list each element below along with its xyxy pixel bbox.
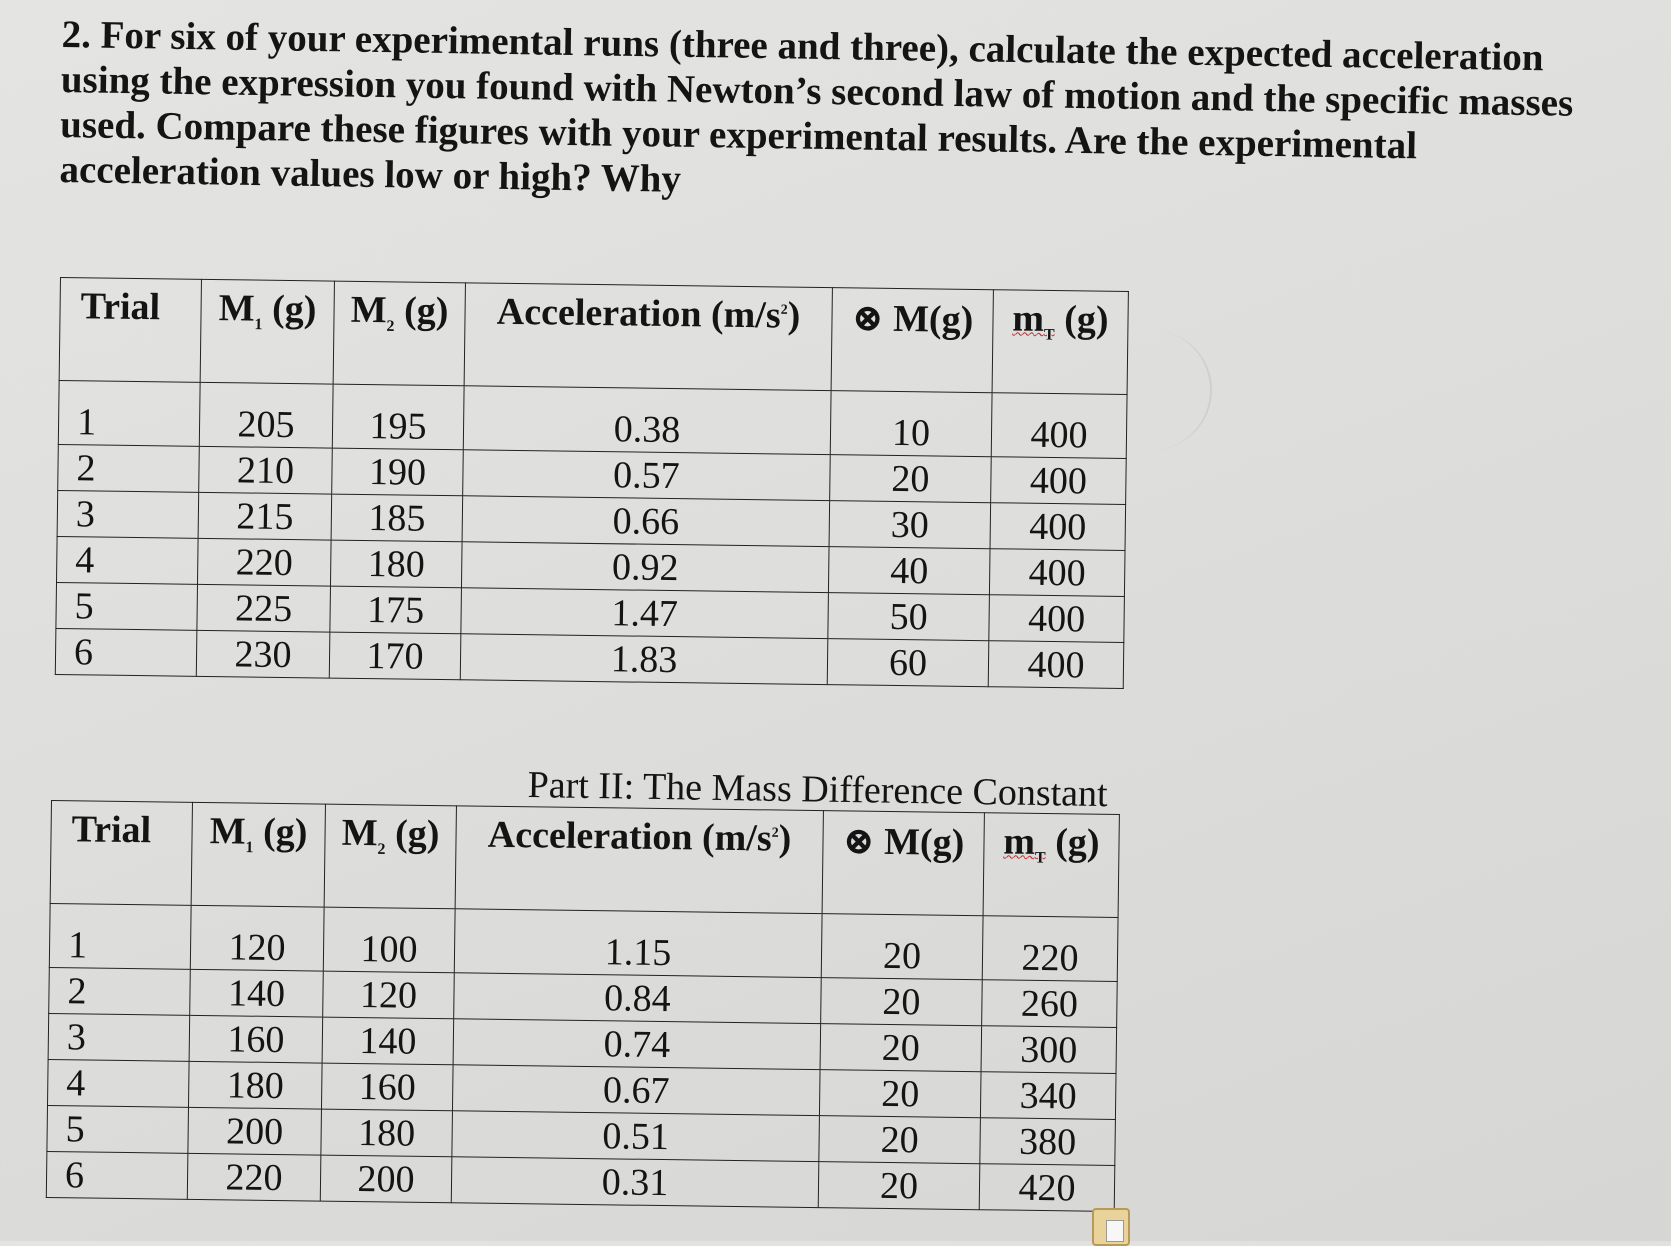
header-m1-label: M (209, 810, 246, 853)
cell-mt: 400 (988, 641, 1124, 689)
header-mt-symbol (1003, 820, 1046, 867)
cell-trial: 2 (58, 444, 200, 492)
cell-mt: 400 (991, 457, 1127, 505)
header-mt (992, 290, 1128, 395)
header-mt-label: m (1003, 820, 1036, 863)
cell-m2: 140 (322, 1017, 454, 1065)
table-header-row (50, 801, 1119, 918)
header-trial-label: Trial (71, 808, 152, 852)
header-m2-sub: 2 (386, 317, 395, 335)
cell-m1: 200 (188, 1107, 322, 1155)
header-trial (59, 278, 201, 383)
cell-trial: 1 (58, 380, 200, 446)
table-part2-wrapper (46, 800, 1120, 1212)
header-accel-sup: 2 (780, 302, 788, 318)
cell-acceleration: 1.15 (454, 909, 822, 978)
cell-trial: 6 (46, 1151, 188, 1199)
cell-delta-m: 20 (821, 978, 983, 1026)
cell-acceleration: 1.47 (461, 588, 829, 639)
header-mt-symbol (1012, 297, 1055, 344)
cell-delta-m: 50 (828, 593, 990, 641)
cell-trial: 5 (56, 582, 198, 630)
cell-m2: 175 (330, 586, 462, 634)
cell-acceleration: 0.84 (454, 973, 822, 1024)
cell-m1: 210 (199, 446, 333, 494)
cell-m1: 220 (187, 1153, 321, 1201)
header-delta-m (822, 811, 984, 916)
header-mt-label: m (1012, 297, 1045, 340)
cell-m2: 200 (320, 1155, 452, 1203)
header-m1 (191, 802, 325, 907)
cell-trial: 4 (48, 1059, 190, 1107)
header-dm-label: ⊗ M(g) (842, 820, 965, 864)
cell-m1: 205 (199, 382, 333, 448)
header-m2-unit: (g) (394, 812, 440, 856)
cell-mt: 400 (990, 503, 1126, 551)
header-dm-label: ⊗ M(g) (851, 297, 974, 341)
cell-delta-m: 20 (818, 1162, 980, 1210)
cell-mt: 260 (982, 980, 1118, 1028)
header-acceleration (455, 806, 823, 914)
cell-delta-m: 20 (820, 1024, 982, 1072)
cell-m2: 120 (323, 971, 455, 1019)
cell-mt: 400 (989, 595, 1125, 643)
cell-m2: 180 (330, 540, 462, 588)
cell-trial: 1 (49, 903, 191, 969)
part2-title: Part II: The Mass Difference Constant (527, 763, 1108, 816)
header-mt-sub: T (1034, 849, 1046, 867)
cell-acceleration: 0.51 (452, 1111, 820, 1162)
header-accel-label: Acceleration (m/s (487, 813, 772, 860)
cell-acceleration: 1.83 (460, 634, 828, 685)
cell-mt: 300 (981, 1026, 1117, 1074)
header-m1-label: M (218, 287, 255, 330)
header-mt (983, 813, 1119, 918)
cell-m1: 160 (189, 1015, 323, 1063)
table-header-row (59, 278, 1128, 395)
cell-m1: 230 (196, 630, 330, 678)
header-accel-close: ) (787, 294, 801, 337)
header-delta-m (831, 288, 993, 393)
cell-m2: 160 (321, 1063, 453, 1111)
header-m2 (324, 804, 456, 909)
cell-delta-m: 60 (827, 639, 989, 687)
cell-delta-m: 20 (819, 1070, 981, 1118)
cell-mt: 400 (991, 393, 1127, 459)
header-accel-sup: 2 (771, 825, 779, 841)
cell-m2: 100 (323, 907, 455, 973)
header-accel-close: ) (778, 817, 792, 860)
cell-acceleration: 0.92 (461, 542, 829, 593)
cell-m2: 170 (329, 632, 461, 680)
cell-trial: 5 (47, 1105, 189, 1153)
cell-acceleration: 0.57 (463, 450, 831, 501)
header-trial (50, 801, 192, 906)
header-accel-label: Acceleration (m/s (496, 290, 781, 337)
paper-glare (1150, 330, 1212, 450)
cell-m1: 225 (197, 584, 331, 632)
cell-delta-m: 20 (821, 914, 983, 980)
cell-acceleration: 0.66 (462, 496, 830, 547)
cell-m2: 195 (332, 384, 464, 450)
cell-m1: 220 (197, 538, 331, 586)
header-m2-sub: 2 (377, 840, 386, 858)
cell-acceleration: 0.74 (453, 1019, 821, 1070)
clipboard-icon[interactable] (1092, 1208, 1130, 1246)
cell-mt: 420 (979, 1164, 1115, 1212)
header-acceleration (464, 283, 832, 391)
cell-mt: 220 (982, 916, 1118, 982)
cell-delta-m: 20 (830, 455, 992, 503)
header-m1-sub: 1 (245, 839, 254, 857)
cell-m1: 215 (198, 492, 332, 540)
header-m1-sub: 1 (254, 316, 263, 334)
cell-trial: 3 (48, 1013, 190, 1061)
cell-delta-m: 20 (819, 1116, 981, 1164)
header-mt-unit: (g) (1055, 821, 1100, 864)
cell-trial: 2 (49, 967, 191, 1015)
cell-acceleration: 0.67 (452, 1065, 820, 1116)
cell-trial: 6 (55, 628, 197, 676)
table-part2 (46, 800, 1120, 1212)
cell-mt: 380 (980, 1118, 1116, 1166)
cell-m1: 180 (188, 1061, 322, 1109)
header-trial-label: Trial (80, 285, 161, 329)
cell-delta-m: 40 (828, 547, 990, 595)
cell-mt: 400 (989, 549, 1125, 597)
header-m2-label: M (350, 288, 387, 332)
cell-acceleration: 0.38 (463, 386, 831, 455)
table-part1-wrapper (55, 277, 1129, 689)
question-text: 2. For six of your experimental runs (three and three), calculate the expected acceleration using the expression you found with Newton’s second law of motion and the specific masses used. Compare these figures with your experimental results. Are the experimental acceleration values low or high? Why (59, 12, 1574, 201)
cell-trial: 4 (57, 536, 199, 584)
cell-trial: 3 (57, 490, 199, 538)
cell-m1: 140 (190, 969, 324, 1017)
header-m2-label: M (341, 811, 378, 855)
header-m1-unit: (g) (262, 810, 308, 854)
cell-m2: 190 (332, 448, 464, 496)
cell-acceleration: 0.31 (451, 1157, 819, 1208)
header-m2 (333, 281, 465, 386)
table-part1 (55, 277, 1129, 689)
cell-mt: 340 (980, 1072, 1116, 1120)
cell-delta-m: 30 (829, 501, 991, 549)
cell-m1: 120 (190, 905, 324, 971)
header-m1-unit: (g) (271, 287, 317, 331)
header-m1 (200, 279, 334, 384)
header-mt-unit: (g) (1064, 298, 1109, 341)
cell-m2: 180 (321, 1109, 453, 1157)
header-mt-sub: T (1043, 326, 1055, 344)
cell-m2: 185 (331, 494, 463, 542)
header-m2-unit: (g) (403, 289, 449, 333)
cell-delta-m: 10 (830, 391, 992, 457)
